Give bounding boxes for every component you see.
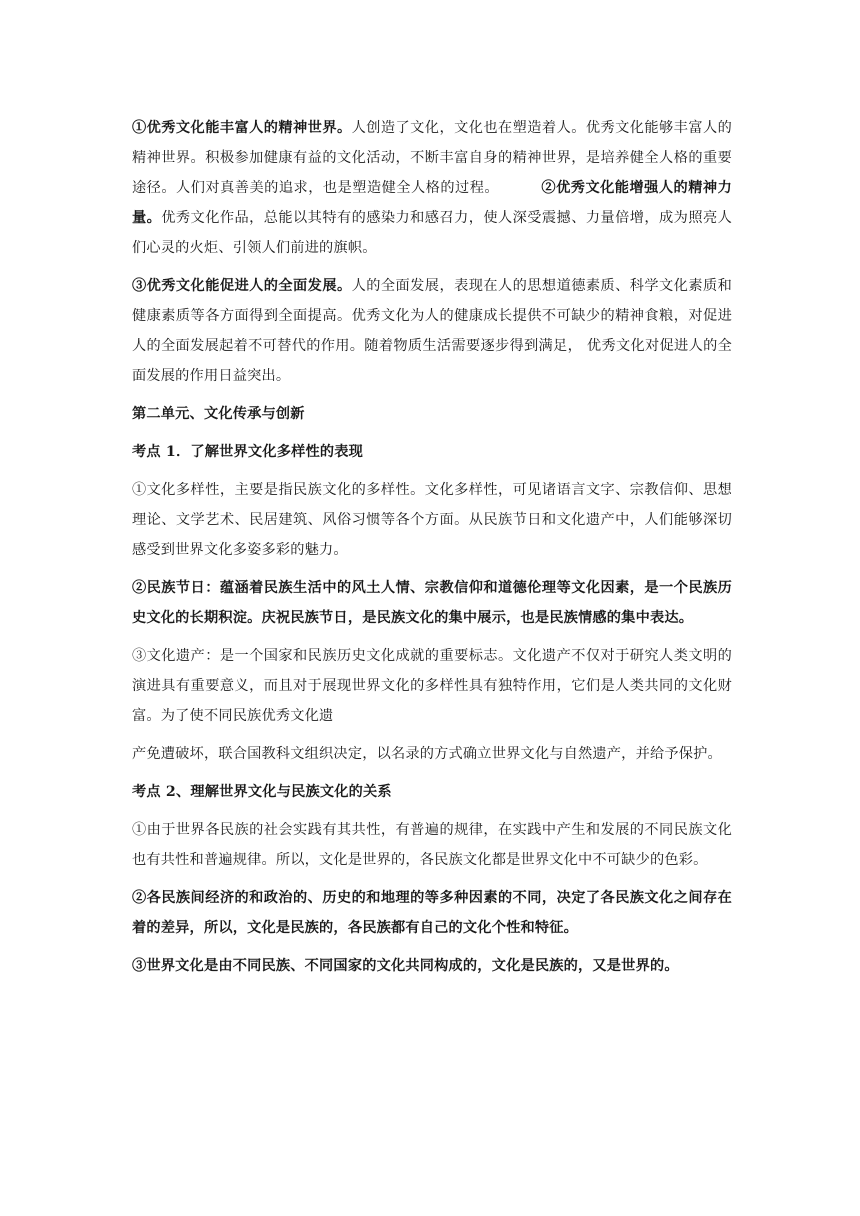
paragraph-world-culture: ③世界文化是由不同民族、不同国家的文化共同构成的，文化是民族的，又是世界的。 bbox=[132, 958, 679, 974]
document-body bbox=[132, 113, 732, 989]
paragraph-lead: ①优秀文化能丰富人的精神世界。 bbox=[132, 120, 352, 136]
paragraph-spiritual-world bbox=[132, 113, 732, 263]
paragraph-lead: ②优秀文化能增强人的精神力量。 bbox=[132, 180, 732, 226]
paragraph-heritage-continued: 产免遭破坏，联合国教科文组织决定，以名录的方式确立世界文化与自然遗产，并给予保护。 bbox=[132, 746, 722, 762]
paragraph-heritage: ③文化遗产：是一个国家和民族历史文化成就的重要标志。文化遗产不仅对于研究人类文明的演进具有重要意义，而且对于展现世界文化的多样性具有独特作用，它们是人类共同的文化财富。为了使不同民族优秀文化遗 bbox=[132, 648, 732, 724]
point-heading: 考点 1．了解世界文化多样性的表现 bbox=[132, 444, 364, 460]
paragraph-text: 人创造了文化，文化也在塑造着人。优秀文化能够丰富人的精神世界。积极参加健康有益的文化活动，不断丰富自身的精神世界，是培养健全人格的重要途径。人们对真善美的追求，也是塑造健全人格的过程。 bbox=[132, 120, 732, 196]
paragraph-festivals: ②民族节日：蕴涵着民族生活中的风土人情、宗教信仰和道德伦理等文化因素，是一个民族历史文化的长期积淀。庆祝民族节日，是民族文化的集中展示，也是民族情感的集中表达。 bbox=[132, 580, 732, 626]
paragraph-differences: ②各民族间经济的和政治的、历史的和地理的等多种因素的不同，决定了各民族文化之间存在着的差异，所以，文化是民族的，各民族都有自己的文化个性和特征。 bbox=[132, 890, 732, 936]
paragraph-all-round-development bbox=[132, 271, 732, 391]
paragraph-text: 优秀文化作品，总能以其特有的感染力和感召力，使人深受震撼、力量倍增，成为照亮人们心灵的火炬、引领人们前进的旗帜。 bbox=[132, 210, 732, 256]
paragraph-diversity: ①文化多样性，主要是指民族文化的多样性。文化多样性，可见诸语言文字、宗教信仰、思想理论、文学艺术、民居建筑、风俗习惯等各个方面。从民族节日和文化遗产中，人们能够深切感受到世界文化多姿多彩的魅力。 bbox=[132, 482, 732, 558]
unit-heading: 第二单元、文化传承与创新 bbox=[132, 406, 305, 422]
paragraph-universality: ①由于世界各民族的社会实践有其共性，有普遍的规律，在实践中产生和发展的不同民族文化也有共性和普遍规律。所以，文化是世界的，各民族文化都是世界文化中不可缺少的色彩。 bbox=[132, 822, 732, 868]
point-heading: 考点 2、理解世界文化与民族文化的关系 bbox=[132, 784, 392, 800]
paragraph-text: 人的全面发展，表现在人的思想道德素质、科学文化素质和健康素质等各方面得到全面提高。优秀文化为人的健康成长提供不可缺少的精神食粮，对促进人的全面发展起着不可替代的作用。随着物质生活需要逐步得到满足， 优秀文化对促进人的全面发展的作用日益突出。 bbox=[132, 278, 732, 384]
paragraph-lead: ③优秀文化能促进人的全面发展。 bbox=[132, 278, 352, 294]
